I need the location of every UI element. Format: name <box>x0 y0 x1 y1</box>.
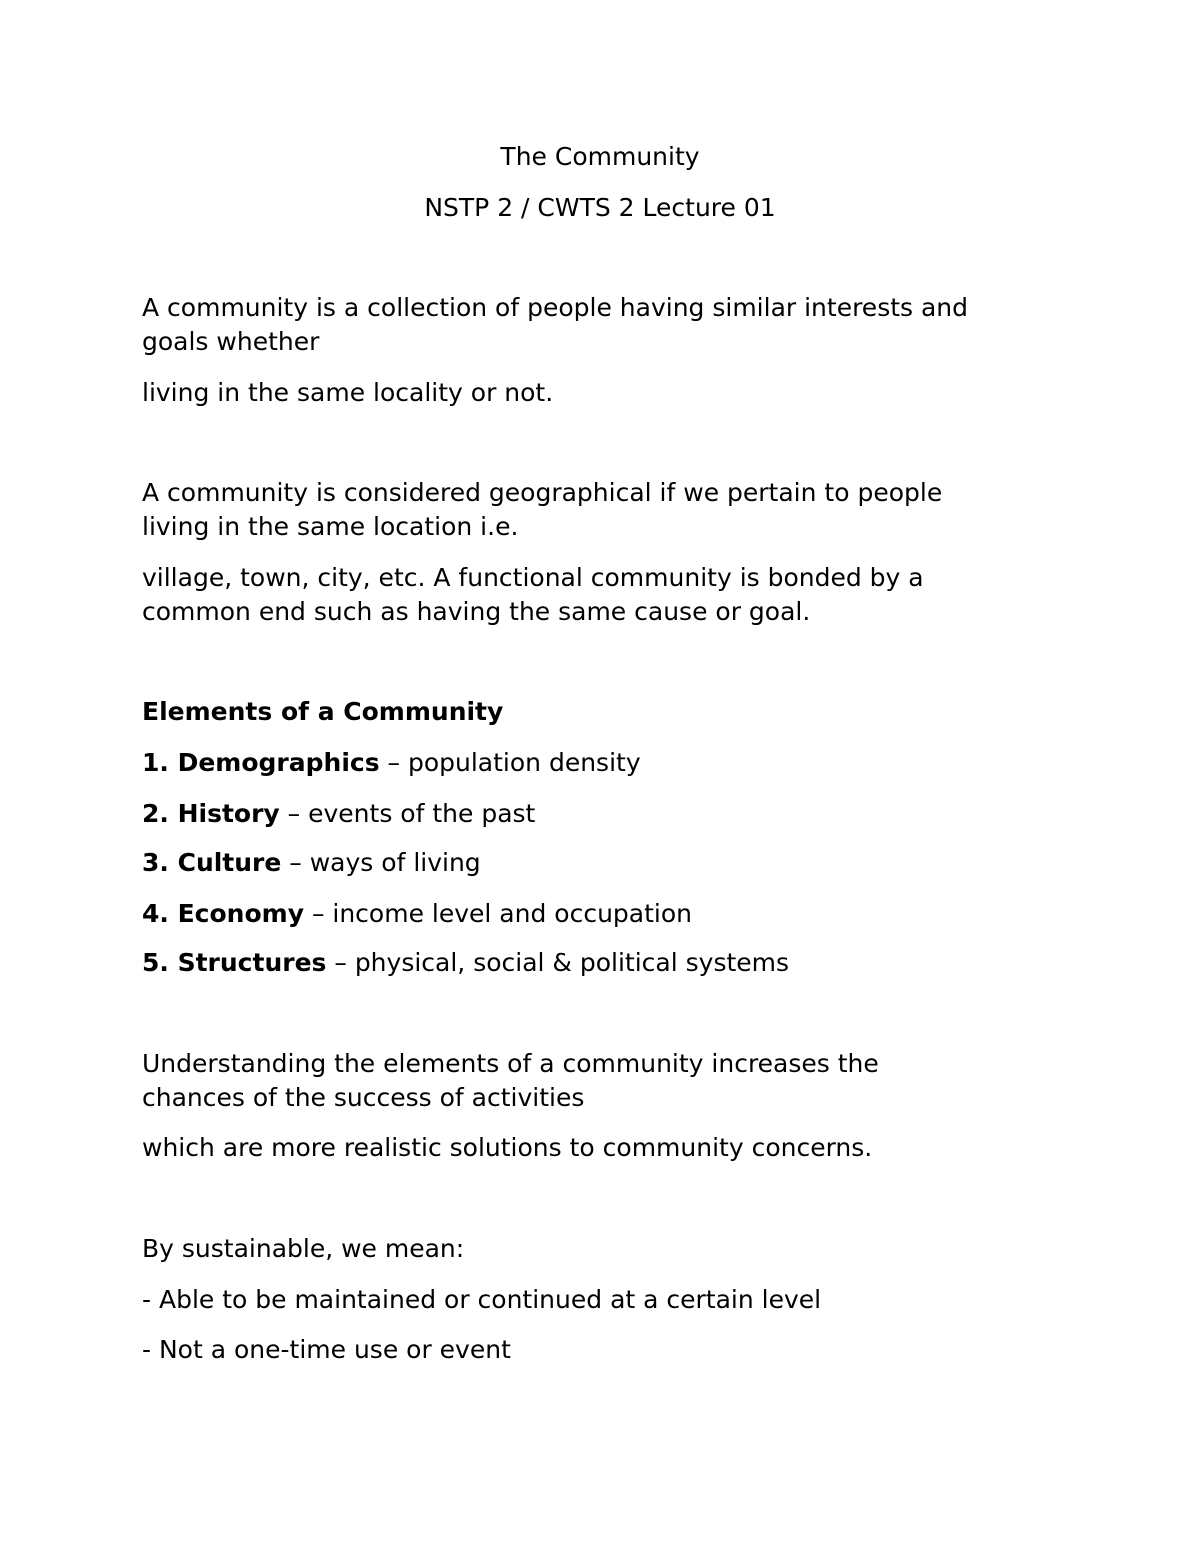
document-title: The Community <box>500 142 700 171</box>
list-item <box>142 797 535 831</box>
list-item-term: 2. History <box>142 799 280 828</box>
paragraph-line: chances of the success of activities <box>142 1083 585 1112</box>
list-item <box>142 897 692 931</box>
paragraph-line: A community is a collection of people having similar interests and <box>142 293 969 322</box>
paragraph-line: living in the same location i.e. <box>142 512 519 541</box>
list-item-term: 3. Culture <box>142 848 282 877</box>
paragraph-line: living in the same locality or not. <box>142 378 554 407</box>
list-item-description: – population density <box>379 748 641 777</box>
list-item-term: 1. Demographics <box>142 748 380 777</box>
sustainable-intro: By sustainable, we mean: <box>142 1234 465 1263</box>
paragraph-line: A community is considered geographical if we pertain to people <box>142 478 943 507</box>
list-item <box>142 946 789 980</box>
document-subtitle: NSTP 2 / CWTS 2 Lecture 01 <box>424 193 776 222</box>
list-item-description: – ways of living <box>281 848 481 877</box>
list-item <box>142 746 641 780</box>
paragraph-line: Understanding the elements of a community increases the <box>142 1049 879 1078</box>
paragraph-line: goals whether <box>142 327 320 356</box>
section-heading: Elements of a Community <box>142 697 504 726</box>
list-item-description: – physical, social & political systems <box>326 948 790 977</box>
paragraph-line: common end such as having the same cause or goal. <box>142 597 811 626</box>
paragraph-line: village, town, city, etc. A functional community is bonded by a <box>142 563 924 592</box>
paragraph-line: which are more realistic solutions to community concerns. <box>142 1133 873 1162</box>
list-item-description: – income level and occupation <box>304 899 692 928</box>
list-item <box>142 846 481 880</box>
list-item-term: 4. Economy <box>142 899 304 928</box>
list-item-term: 5. Structures <box>142 948 327 977</box>
bullet-item: - Able to be maintained or continued at a certain level <box>142 1285 822 1314</box>
list-item-description: – events of the past <box>279 799 536 828</box>
bullet-item: - Not a one-time use or event <box>142 1335 511 1364</box>
